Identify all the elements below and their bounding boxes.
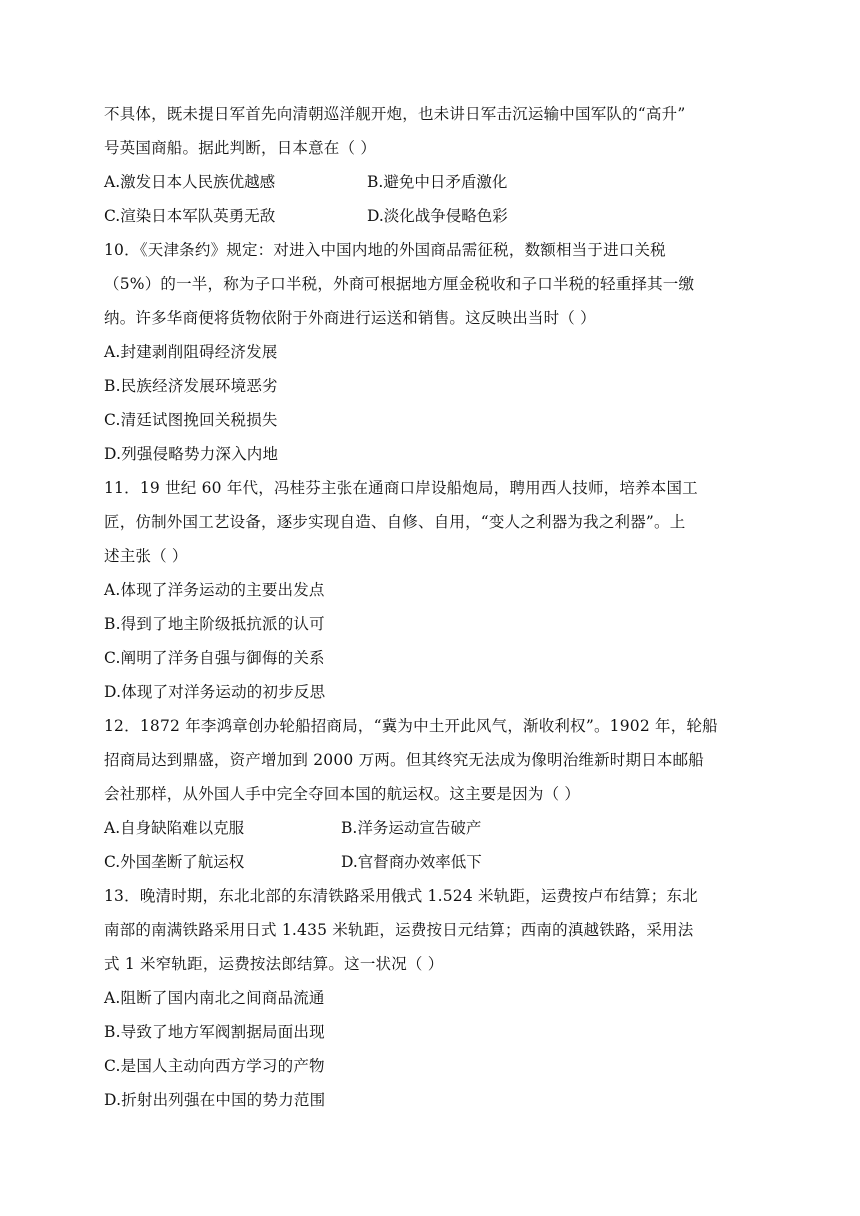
option-c: C.外国垄断了航运权 <box>104 853 245 871</box>
question-stem-line: （5%）的一半，称为子口半税，外商可根据地方厘金税收和子口半税的轻重择其一缴 <box>104 275 695 293</box>
option-a: A.封建剥削阻碍经济发展 <box>104 343 278 361</box>
option-d: D.官督商办效率低下 <box>341 853 482 871</box>
option-a: A.阻断了国内南北之间商品流通 <box>104 989 325 1007</box>
question-13 <box>104 879 764 1117</box>
question-stem-line: 12．1872 年李鸿章创办轮船招商局，“冀为中土开此风气，渐收利权”。1902 年，轮船 <box>104 717 718 735</box>
option-c: C.清廷试图挽回关税损失 <box>104 411 278 429</box>
option-a: A.激发日本人民族优越感 <box>104 173 276 191</box>
question-11 <box>104 471 764 709</box>
question-stem-line: 不具体，既未提日军首先向清朝巡洋舰开炮，也未讲日军击沉运输中国军队的“高升” <box>104 105 686 123</box>
question-stem-line: 招商局达到鼎盛，资产增加到 2000 万两。但其终究无法成为像明治维新时期日本邮船 <box>104 751 705 769</box>
option-d: D.列强侵略势力深入内地 <box>104 445 279 463</box>
question-stem-line: 会社那样，从外国人手中完全夺回本国的航运权。这主要是因为（ ） <box>104 785 581 803</box>
option-d: D.淡化战争侵略色彩 <box>367 207 508 225</box>
question-stem-line: 号英国商船。据此判断，日本意在（ ） <box>104 139 377 157</box>
option-row <box>104 845 764 879</box>
question-stem-line: 纳。许多华商便将货物依附于外商进行运送和销售。这反映出当时（ ） <box>104 309 596 327</box>
question-9 <box>104 97 764 233</box>
question-10 <box>104 233 764 471</box>
option-c: C.渲染日本军队英勇无敌 <box>104 207 276 225</box>
option-c: C.是国人主动向西方学习的产物 <box>104 1057 325 1075</box>
exam-page <box>104 97 764 1117</box>
option-b: B.避免中日矛盾激化 <box>367 173 508 191</box>
question-stem-line: 南部的南满铁路采用日式 1.435 米轨距，运费按日元结算；西南的滇越铁路，采用法 <box>104 921 694 939</box>
question-stem-line: 10．《天津条约》规定：对进入中国内地的外国商品需征税，数额相当于进口关税 <box>104 241 666 259</box>
question-stem-line: 11．19 世纪 60 年代，冯桂芬主张在通商口岸设船炮局，聘用西人技师，培养本国工 <box>104 479 698 497</box>
option-row <box>104 165 764 199</box>
question-stem-line: 式 1 米窄轨距，运费按法郎结算。这一状况（ ） <box>104 955 444 973</box>
option-b: B.得到了地主阶级抵抗派的认可 <box>104 615 325 633</box>
option-d: D.折射出列强在中国的势力范围 <box>104 1091 326 1109</box>
option-a: A.体现了洋务运动的主要出发点 <box>104 581 325 599</box>
option-b: B.民族经济发展环境恶劣 <box>104 377 278 395</box>
option-row <box>104 811 764 845</box>
option-d: D.体现了对洋务运动的初步反思 <box>104 683 326 701</box>
option-c: C.阐明了洋务自强与御侮的关系 <box>104 649 325 667</box>
question-stem-line: 13．晚清时期，东北北部的东清铁路采用俄式 1.524 米轨距，运费按卢布结算；东北 <box>104 887 698 905</box>
option-b: B.导致了地方军阀割据局面出现 <box>104 1023 325 1041</box>
option-a: A.自身缺陷难以克服 <box>104 819 245 837</box>
question-12 <box>104 709 764 879</box>
option-row <box>104 199 764 233</box>
option-b: B.洋务运动宣告破产 <box>341 819 482 837</box>
question-stem-line: 述主张（ ） <box>104 547 188 565</box>
question-stem-line: 匠，仿制外国工艺设备，逐步实现自造、自修、自用，“变人之利器为我之利器”。上 <box>104 513 686 531</box>
